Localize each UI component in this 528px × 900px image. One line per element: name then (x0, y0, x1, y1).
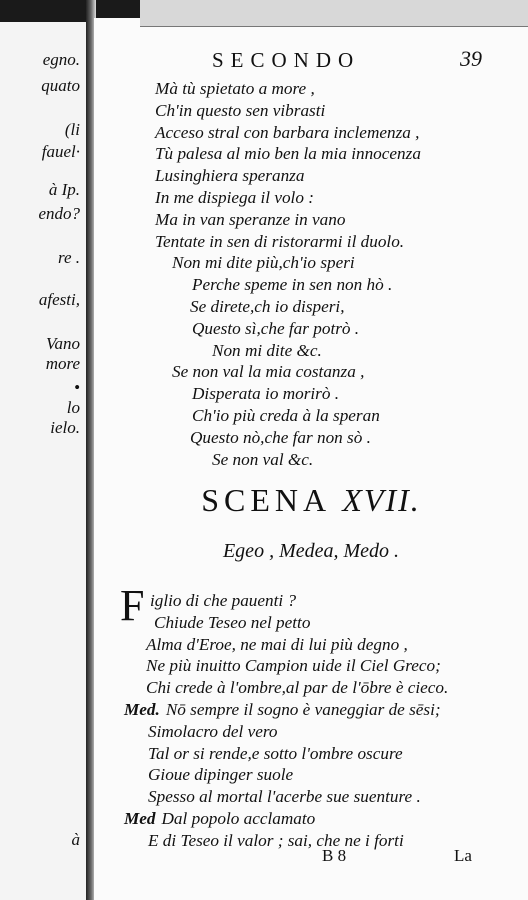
facing-page-line: à (71, 830, 80, 849)
dialogue-text: iglio di che pauenti ? (150, 591, 297, 610)
dialogue-line (148, 766, 293, 783)
verse-line: Lusinghiera speranza (155, 166, 305, 186)
catchword: La (454, 846, 472, 865)
verse-line: Questo sì,che far potrò . (192, 318, 360, 338)
facing-page-line: afesti, (38, 290, 80, 309)
facing-page-line: lo (66, 398, 80, 417)
verse-line: Acceso stral con barbara inclemenza , (155, 122, 420, 142)
verse-line: Questo nò,che far non sò . (190, 427, 371, 447)
scene-heading (94, 482, 528, 519)
speaker-label: Med (124, 809, 156, 828)
dialogue-line (124, 701, 441, 718)
dialogue-text: Alma d'Eroe, ne mai di lui più degno , (146, 634, 408, 654)
verse-line: In me dispiega il volo : (155, 188, 314, 207)
scene-cast: Egeo , Medea, Medo . (222, 540, 400, 562)
verse-line: Non mi dite più,ch'io speri (172, 253, 355, 273)
dialogue-text: Ne più inuitto Campion uide il Ciel Greco; (146, 656, 441, 676)
dialogue-text: Tal or si rende,e sotto l'ombre oscure (148, 743, 403, 763)
verse-line: Non mi dite &c. (212, 340, 322, 360)
facing-page-line: endo? (38, 204, 80, 223)
dialogue-line (146, 679, 448, 696)
dialogue-text: Chi crede à l'ombre,al par de l'ōbre è cieco. (146, 678, 449, 698)
verse-line: Se direte,ch io disperi, (190, 297, 345, 316)
verse-line: Perche speme in sen non hò . (192, 275, 393, 295)
dialogue-text: E di Teseo il valor ; sai, che ne i forti (148, 830, 404, 850)
dialogue-line (148, 723, 278, 740)
facing-page-line: (li (64, 120, 80, 139)
facing-page-line: more (45, 354, 80, 373)
running-header (94, 48, 528, 78)
dialogue-text: Nō sempre il sogno è vaneggiar de sēsi; (165, 700, 441, 719)
verse-line: Ch'in questo sen vibrasti (155, 100, 326, 120)
drop-capital: F (120, 581, 145, 630)
signature-mark: B 8 (322, 846, 347, 865)
verse-line: Ma in van speranze in vano (155, 209, 346, 229)
verse-line: Se non val la mia costanza , (172, 362, 365, 382)
running-title: SECONDO (212, 48, 361, 72)
facing-page-line: à Ip. (48, 180, 80, 199)
dialogue-line (154, 614, 310, 631)
facing-page (0, 22, 89, 900)
speaker-label: Med. (124, 700, 160, 719)
scene-label: SCENA (201, 482, 330, 518)
dialogue-text: Gioue dipinger suole (148, 765, 294, 785)
dialogue-text: Spesso al mortal l'acerbe sue suenture . (148, 787, 421, 807)
dialogue-text: Chiude Teseo nel petto (154, 612, 311, 632)
verse-line: Tentate in sen di ristorarmi il duolo. (155, 231, 405, 251)
verse-line: Disperata io morirò . (192, 384, 340, 404)
facing-page-line: egno. (42, 50, 80, 69)
dialogue-text: Dal popolo acclamato (161, 809, 316, 828)
facing-page-line: re . (57, 248, 80, 267)
facing-page-line: Vano (46, 334, 80, 353)
page-number: 39 (460, 46, 482, 71)
facing-page-line: quato (41, 76, 80, 95)
facing-page-line: • (74, 378, 80, 397)
verse-line: Tù palesa al mio ben la mia innocenza (155, 144, 421, 164)
verse-line: Mà tù spietato a more , (155, 79, 315, 98)
dialogue-line (148, 788, 421, 805)
dialogue-line (148, 745, 403, 762)
dialogue-line (146, 636, 408, 653)
dialogue-text: Simolacro del vero (148, 721, 278, 741)
dialogue-line (146, 657, 441, 674)
dialogue-line (124, 810, 315, 827)
verse-line: Ch'io più creda à la speran (192, 406, 380, 425)
dialogue-line (150, 592, 296, 609)
facing-page-line: fauel· (41, 142, 80, 161)
facing-page-line: ielo. (50, 418, 80, 437)
page-edge-strip (140, 0, 528, 27)
scene-number: XVII. (342, 482, 421, 518)
verse-line: Se non val &c. (212, 449, 314, 469)
dialogue-line (148, 832, 404, 849)
